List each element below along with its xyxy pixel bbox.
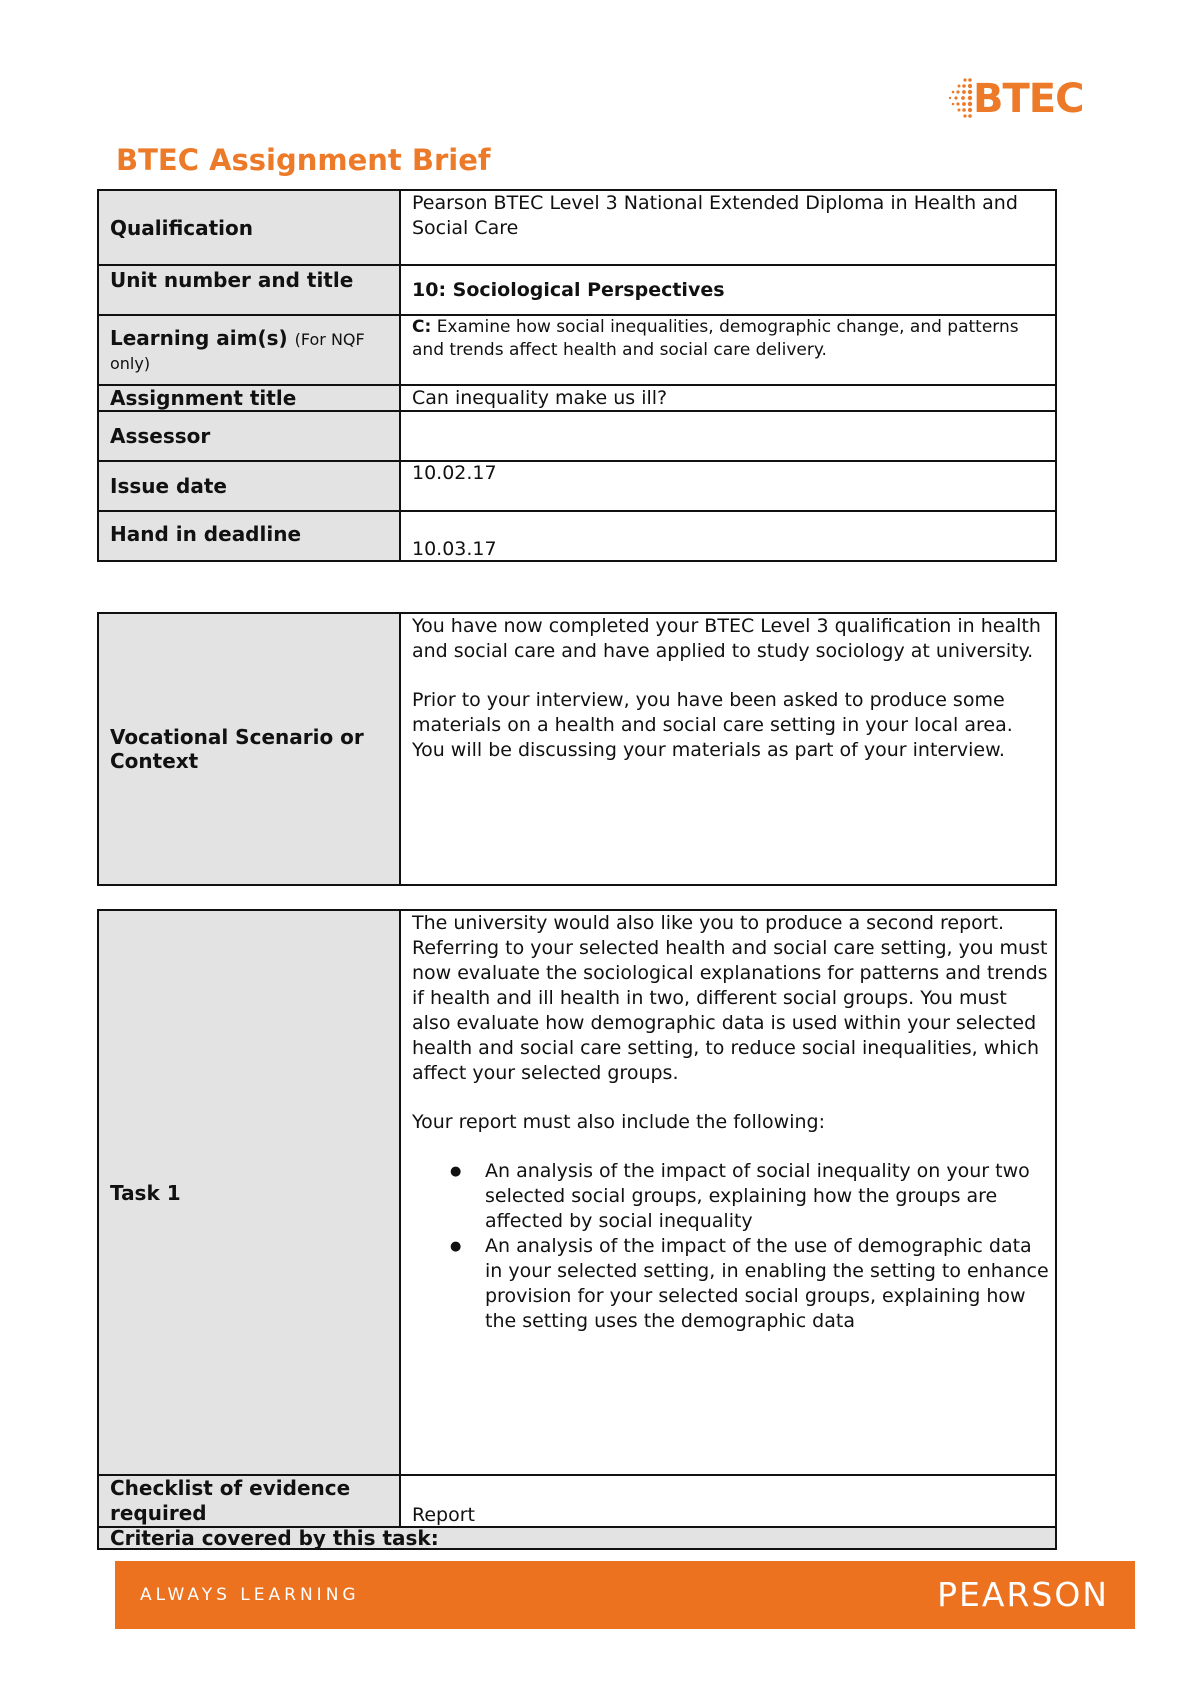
deadline-value: 10.03.17 bbox=[412, 538, 497, 560]
issue-date-value: 10.02.17 bbox=[412, 462, 497, 484]
table-row bbox=[98, 315, 1056, 385]
unit-value: 10: Sociological Perspectives bbox=[412, 279, 725, 301]
page-title: BTEC Assignment Brief bbox=[116, 143, 491, 177]
label-cell bbox=[98, 265, 400, 315]
task-label: Task 1 bbox=[110, 1180, 181, 1205]
qualification-label: Qualification bbox=[110, 215, 254, 240]
label-cell bbox=[98, 461, 400, 511]
label-cell bbox=[98, 511, 400, 561]
assignment-title-label: Assignment title bbox=[110, 386, 297, 410]
label-cell bbox=[98, 385, 400, 411]
btec-logo-text: BTEC bbox=[973, 76, 1084, 122]
task-paragraph: Your report must also include the following: bbox=[412, 1111, 826, 1133]
footer-banner bbox=[115, 1561, 1135, 1629]
task-table bbox=[97, 909, 1057, 1550]
checklist-value: Report bbox=[412, 1504, 475, 1526]
table-row bbox=[98, 411, 1056, 461]
learning-aim-label: Learning aim(s) bbox=[110, 326, 288, 350]
table-row bbox=[98, 613, 1056, 885]
footer-tagline: ALWAYS LEARNING bbox=[140, 1585, 360, 1605]
label-cell bbox=[98, 190, 400, 265]
value-cell bbox=[400, 190, 1056, 265]
unit-label: Unit number and title bbox=[110, 268, 354, 292]
task-paragraph: The university would also like you to produce a second report. Referring to your selected health and social care setting, you must now evaluate the sociological explanations for patterns and trends if health and ill health in two, different social groups. You must also evaluate how demographic data is used within your selected health and social care setting, to reduce social inequalities, which affect your selected groups. bbox=[412, 912, 1048, 1084]
value-cell bbox=[400, 385, 1056, 411]
table-row bbox=[98, 1475, 1056, 1527]
issue-date-label: Issue date bbox=[110, 474, 227, 498]
assignment-details-table bbox=[97, 189, 1057, 562]
learning-aim-prefix: C: bbox=[412, 317, 432, 337]
table-row bbox=[98, 511, 1056, 561]
qualification-value: Pearson BTEC Level 3 National Extended Diploma in Health and Social Care bbox=[412, 192, 1018, 239]
value-cell bbox=[400, 461, 1056, 511]
pearson-logo: PEARSON bbox=[937, 1575, 1109, 1614]
deadline-label: Hand in deadline bbox=[110, 522, 302, 546]
scenario-paragraph: You have now completed your BTEC Level 3 qualification in health and social care and have applied to study sociology at university. bbox=[412, 615, 1041, 662]
value-cell bbox=[400, 511, 1056, 561]
label-cell bbox=[98, 315, 400, 385]
table-row bbox=[98, 1527, 1056, 1549]
btec-dots-icon bbox=[945, 74, 975, 124]
table-row bbox=[98, 910, 1056, 1475]
scenario-label: Vocational Scenario or Context bbox=[110, 725, 364, 773]
label-cell bbox=[98, 910, 400, 1475]
assessor-label: Assessor bbox=[110, 424, 211, 448]
label-cell bbox=[98, 1475, 400, 1527]
checklist-label: Checklist of evidence required bbox=[110, 1476, 351, 1525]
value-cell bbox=[400, 411, 1056, 461]
learning-aim-value: Examine how social inequalities, demographic change, and patterns and trends affect health and social care delivery. bbox=[412, 317, 1019, 360]
btec-logo bbox=[945, 74, 1095, 124]
table-row bbox=[98, 385, 1056, 411]
value-cell bbox=[400, 613, 1056, 885]
assignment-title-value: Can inequality make us ill? bbox=[412, 387, 668, 409]
value-cell bbox=[400, 315, 1056, 385]
table-row bbox=[98, 461, 1056, 511]
criteria-cell bbox=[98, 1527, 1056, 1549]
value-cell bbox=[400, 910, 1056, 1475]
value-cell bbox=[400, 1475, 1056, 1527]
label-cell bbox=[98, 411, 400, 461]
table-row bbox=[98, 190, 1056, 265]
learning-aim-note: (For NQF only) bbox=[110, 330, 365, 373]
list-item: ● An analysis of the impact of social inequality on your two selected social groups, explaining how the groups are affected by social inequality bbox=[485, 1159, 1049, 1234]
scenario-table bbox=[97, 612, 1057, 886]
scenario-paragraph: Prior to your interview, you have been asked to produce some materials on a health and social care setting in your local area. You will be discussing your materials as part of your interview. bbox=[412, 689, 1013, 761]
table-row bbox=[98, 265, 1056, 315]
task-bullet-list bbox=[412, 1159, 1049, 1334]
label-cell bbox=[98, 613, 400, 885]
list-item: ● An analysis of the impact of the use of demographic data in your selected setting, in enabling the setting to enhance provision for your selected social groups, explaining how the setting uses the demographic data bbox=[485, 1234, 1049, 1334]
value-cell bbox=[400, 265, 1056, 315]
criteria-label: Criteria covered by this task: bbox=[110, 1526, 439, 1550]
